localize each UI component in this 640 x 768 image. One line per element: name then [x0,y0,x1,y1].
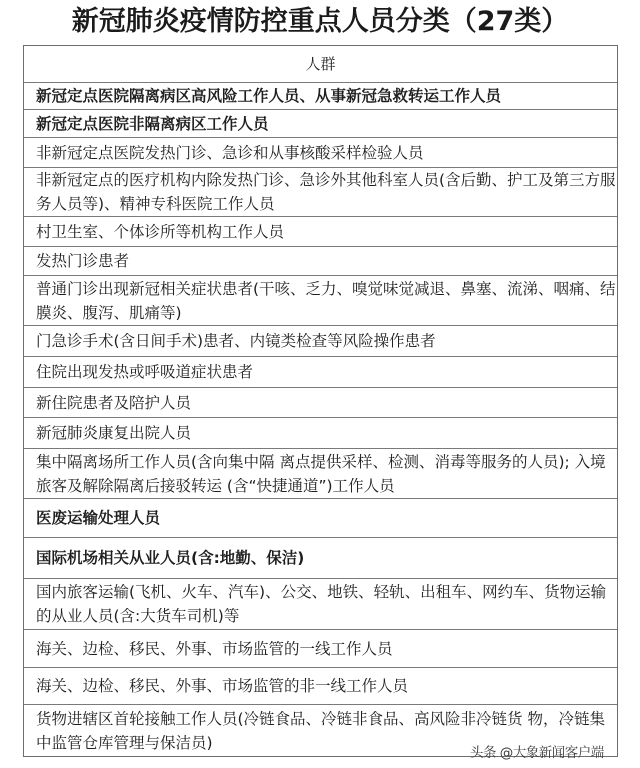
table-row [24,168,617,217]
table-row [24,418,617,449]
row-text: 非新冠定点医院发热门诊、急诊和从事核酸采样检验人员 [36,143,424,162]
row-text: 海关、边检、移民、外事、市场监管的一线工作人员 [36,639,393,658]
row-text: 普通门诊出现新冠相关症状患者(干咳、乏力、嗅觉味觉减退、鼻塞、流涕、咽痛、结膜炎、腹泻、肌痛等) [36,279,616,322]
row-text: 住院出现发热或呼吸道症状患者 [36,363,254,381]
row-text: 国内旅客运输(飞机、火车、汽车)、公交、地铁、轻轨、出租车、网约车、货物运输的从业人员(含:大货车司机)等 [36,583,607,625]
row-text: 非新冠定点的医疗机构内除发热门诊、急诊外其他科室人员(含后勤、护工及第三方服务人员等)、精神专科医院工作人员 [36,171,616,213]
row-text: 新冠定点医院非隔离病区工作人员 [36,114,269,133]
classification-table [23,45,618,757]
table-row [24,326,617,357]
table-row [24,388,617,418]
table-row [24,538,617,579]
table-row [24,217,617,247]
header-label: 人群 [305,55,336,73]
table-row [24,83,617,110]
table-header [24,46,617,83]
table-row [24,276,617,326]
row-text: 货物进辖区首轮接触工作人员(冷链食品、冷链非食品、高风险非冷链货 物，冷链集中监管仓库管理与保洁员) [36,709,605,752]
table-row [24,357,617,388]
row-text: 发热门诊患者 [36,252,130,270]
page-title: 新冠肺炎疫情防控重点人员分类（27类） [71,6,569,37]
table-row [24,668,617,705]
row-text: 海关、边检、移民、外事、市场监管的非一线工作人员 [36,677,409,695]
table-row [24,138,617,168]
row-text: 门急诊手术(含日间手术)患者、内镜类检查等风险操作患者 [36,332,436,350]
table-row [24,579,617,630]
table-row [24,630,617,668]
row-text: 新住院患者及陪护人员 [36,393,192,412]
row-text: 新冠肺炎康复出院人员 [36,424,192,442]
row-text: 国际机场相关从业人员(含:地勤、保洁) [36,549,305,567]
row-text: 集中隔离场所工作人员(含向集中隔 离点提供采样、检测、消毒等服务的人员); 入境旅客及解除隔离后接驳转运 (含“快捷通道”)工作人员 [36,452,606,495]
row-text: 村卫生室、个体诊所等机构工作人员 [36,222,285,241]
table-row [24,247,617,276]
row-text: 新冠定点医院隔离病区高风险工作人员、从事新冠急救转运工作人员 [36,87,502,105]
table-row [24,110,617,138]
table-row [24,449,617,499]
table-row [24,499,617,538]
source-watermark: 头条 @大象新闻客户端 [470,745,604,761]
row-text: 医废运输处理人员 [36,509,161,527]
